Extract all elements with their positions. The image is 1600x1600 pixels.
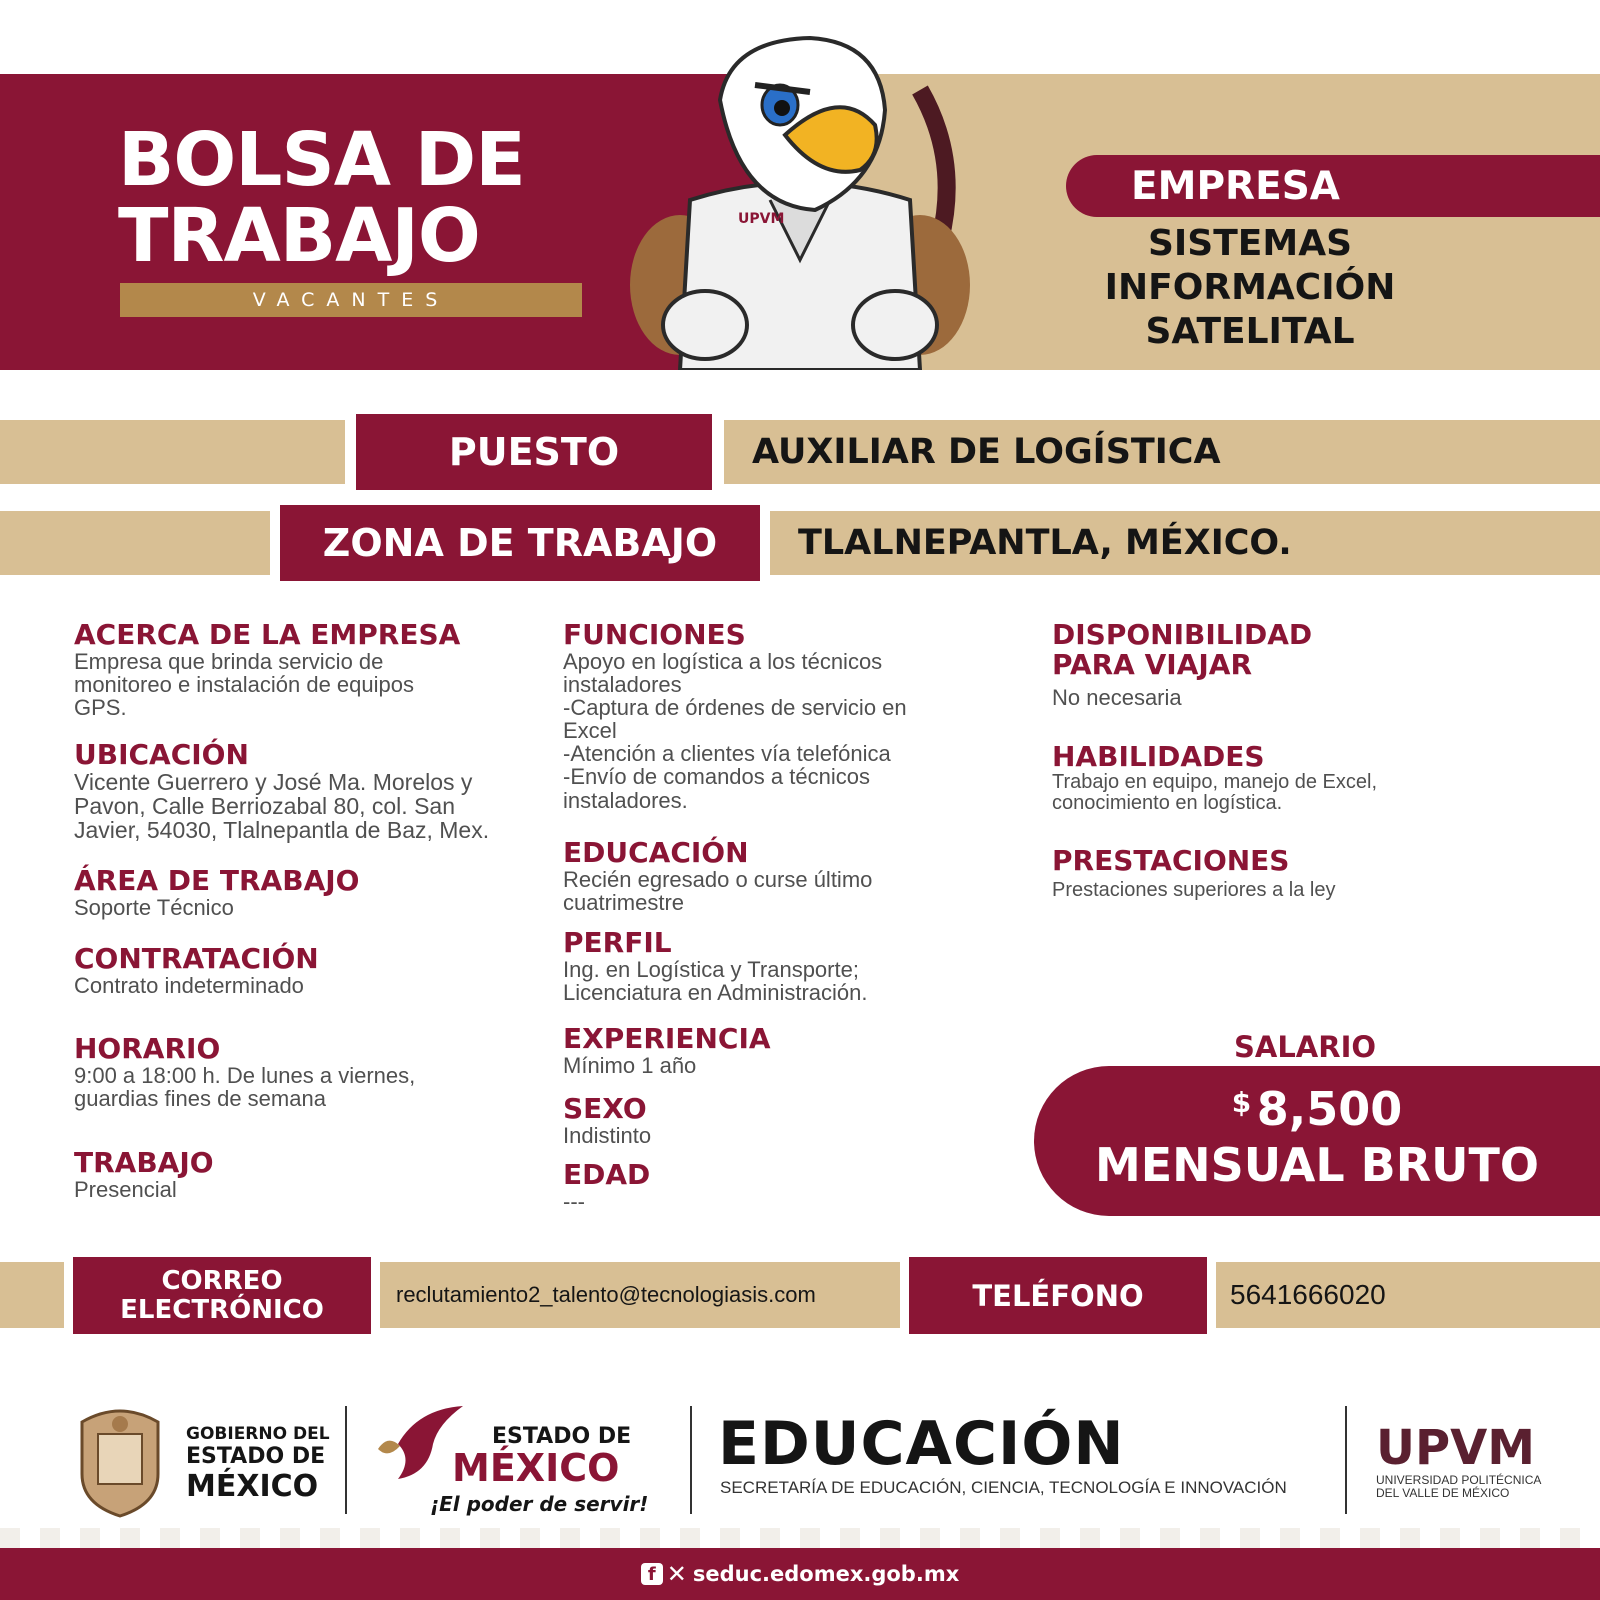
section-text: 9:00 a 18:00 h. De lunes a viernes, guardias fines de semana — [74, 1063, 416, 1112]
section-text: --- — [563, 1189, 585, 1214]
section-title: EXPERIENCIA — [563, 1022, 771, 1055]
facebook-icon[interactable]: f — [641, 1563, 663, 1585]
section-text: Prestaciones superiores a la ley — [1052, 879, 1336, 901]
salary-pill — [1034, 1066, 1600, 1216]
section-title: UBICACIÓN — [74, 738, 249, 771]
section-text: Contrato indeterminado — [74, 973, 304, 998]
footer-bar — [0, 1548, 1600, 1600]
phone-label: TELÉFONO — [972, 1278, 1144, 1313]
educacion-title: EDUCACIÓN — [718, 1409, 1125, 1479]
section-title: ACERCA DE LA EMPRESA — [74, 618, 461, 651]
section-text: Recién egresado o curse último cuatrimestre — [563, 867, 873, 916]
footer-pattern — [0, 1528, 1600, 1548]
section-funciones — [563, 620, 1033, 812]
vacantes-bar — [120, 283, 582, 317]
mascot-badge: UPVM — [738, 211, 785, 227]
section-text: Mínimo 1 año — [563, 1053, 697, 1078]
section-text: Empresa que brinda servicio de monitoreo e instalación de equipos GPS. — [74, 649, 415, 721]
contact-band-left — [0, 1262, 64, 1328]
section-title: TRABAJO — [74, 1146, 214, 1179]
section-perfil — [563, 928, 1033, 1004]
section-acerca — [74, 620, 544, 719]
section-horario — [74, 1034, 544, 1110]
empresa-name: SISTEMAS INFORMACIÓN SATELITAL — [1104, 223, 1396, 352]
section-text: Ing. en Logística y Transporte; Licenciatura en Administración. — [563, 957, 868, 1006]
puesto-band-left — [0, 420, 345, 484]
section-text: Soporte Técnico — [74, 895, 234, 920]
section-title: HABILIDADES — [1052, 740, 1265, 773]
section-title: HORARIO — [74, 1032, 221, 1065]
phone-label-box — [909, 1257, 1207, 1334]
divider — [1345, 1406, 1347, 1514]
section-text: Presencial — [74, 1177, 177, 1202]
page-title-line1: BOLSA DE — [118, 117, 525, 203]
divider — [690, 1406, 692, 1514]
gobierno-logo-text — [186, 1424, 330, 1504]
section-text: Indistinto — [563, 1123, 652, 1148]
zona-label-box — [280, 505, 760, 581]
coat-of-arms-icon — [76, 1404, 164, 1518]
puesto-value: AUXILIAR DE LOGÍSTICA — [752, 432, 1221, 472]
section-title: PERFIL — [563, 926, 672, 959]
email-label-box — [73, 1257, 371, 1334]
zona-band-left — [0, 511, 270, 575]
divider — [345, 1406, 347, 1514]
salary-period: MENSUAL BRUTO — [1094, 1138, 1539, 1192]
gob-line2: ESTADO DE — [186, 1444, 326, 1469]
section-edad — [563, 1160, 1033, 1213]
puesto-value-box — [724, 420, 1600, 484]
section-habilidades — [1052, 742, 1522, 814]
section-contratacion — [74, 944, 544, 997]
educacion-sub: SECRETARÍA DE EDUCACIÓN, CIENCIA, TECNOLOGÍA E INNOVACIÓN — [720, 1478, 1287, 1497]
edomex-slogan: ¡El poder de servir! — [430, 1492, 649, 1516]
puesto-label-box — [356, 414, 712, 490]
section-sexo — [563, 1094, 1033, 1147]
phone-link[interactable]: 5641666020 — [1230, 1279, 1386, 1310]
section-experiencia — [563, 1024, 1033, 1077]
section-text: Apoyo en logística a los técnicos instaladores -Captura de órdenes de servicio en Excel -Atención a clientes vía telefónica -Envío de comandos a técnicos instaladores. — [563, 649, 907, 813]
zona-value: TLALNEPANTLA, MÉXICO. — [798, 523, 1292, 563]
upvm-sub: UNIVERSIDAD POLITÉCNICA DEL VALLE DE MÉXICO — [1376, 1473, 1542, 1500]
eagle-mascot-icon — [620, 30, 980, 370]
x-icon[interactable]: ✕ — [666, 1560, 687, 1588]
phone-value-box — [1216, 1262, 1600, 1328]
salary-label: SALARIO — [1233, 1030, 1377, 1064]
zona-label: ZONA DE TRABAJO — [322, 521, 718, 565]
section-title: EDAD — [563, 1158, 651, 1191]
upvm-title: UPVM — [1376, 1420, 1536, 1476]
edomex-line1: ESTADO DE — [492, 1424, 632, 1449]
section-disponibilidad — [1052, 620, 1522, 709]
gob-line3: MÉXICO — [186, 1469, 319, 1504]
edomex-line2: MÉXICO — [452, 1446, 620, 1490]
section-title: FUNCIONES — [563, 618, 746, 651]
section-prestaciones — [1052, 846, 1522, 901]
salary-amount: 8,500 — [1256, 1082, 1403, 1136]
gob-line1: GOBIERNO DEL — [186, 1424, 330, 1444]
section-title: ÁREA DE TRABAJO — [74, 864, 360, 897]
section-text: No necesaria — [1052, 685, 1182, 710]
section-title: PRESTACIONES — [1052, 844, 1290, 877]
section-title: SEXO — [563, 1092, 647, 1125]
section-ubicacion — [74, 740, 544, 842]
section-title: CONTRATACIÓN — [74, 942, 319, 975]
salary-currency: $ — [1231, 1086, 1252, 1119]
email-link[interactable]: reclutamiento2_talento@tecnologiasis.com — [396, 1282, 816, 1307]
footer-url[interactable]: seduc.edomex.gob.mx — [692, 1562, 960, 1586]
page-title-line2: TRABAJO — [118, 193, 480, 279]
section-text: Trabajo en equipo, manejo de Excel, conocimiento en logística. — [1052, 771, 1378, 814]
empresa-label: EMPRESA — [1131, 163, 1340, 209]
section-trabajo — [74, 1148, 544, 1201]
section-educacion — [563, 838, 1033, 914]
section-area — [74, 866, 544, 919]
email-value-box — [380, 1262, 900, 1328]
puesto-label: PUESTO — [448, 430, 620, 474]
vacantes-label: VACANTES — [252, 289, 450, 311]
email-label: CORREO ELECTRÓNICO — [120, 1265, 324, 1325]
section-title: DISPONIBILIDAD PARA VIAJAR — [1052, 618, 1313, 681]
zona-value-box — [770, 511, 1600, 575]
section-title: EDUCACIÓN — [563, 836, 749, 869]
section-text: Vicente Guerrero y José Ma. Morelos y Pavon, Calle Berriozabal 80, col. San Javier, 54030, Tlalnepantla de Baz, Mex. — [74, 769, 490, 844]
empresa-pill — [1066, 155, 1600, 217]
